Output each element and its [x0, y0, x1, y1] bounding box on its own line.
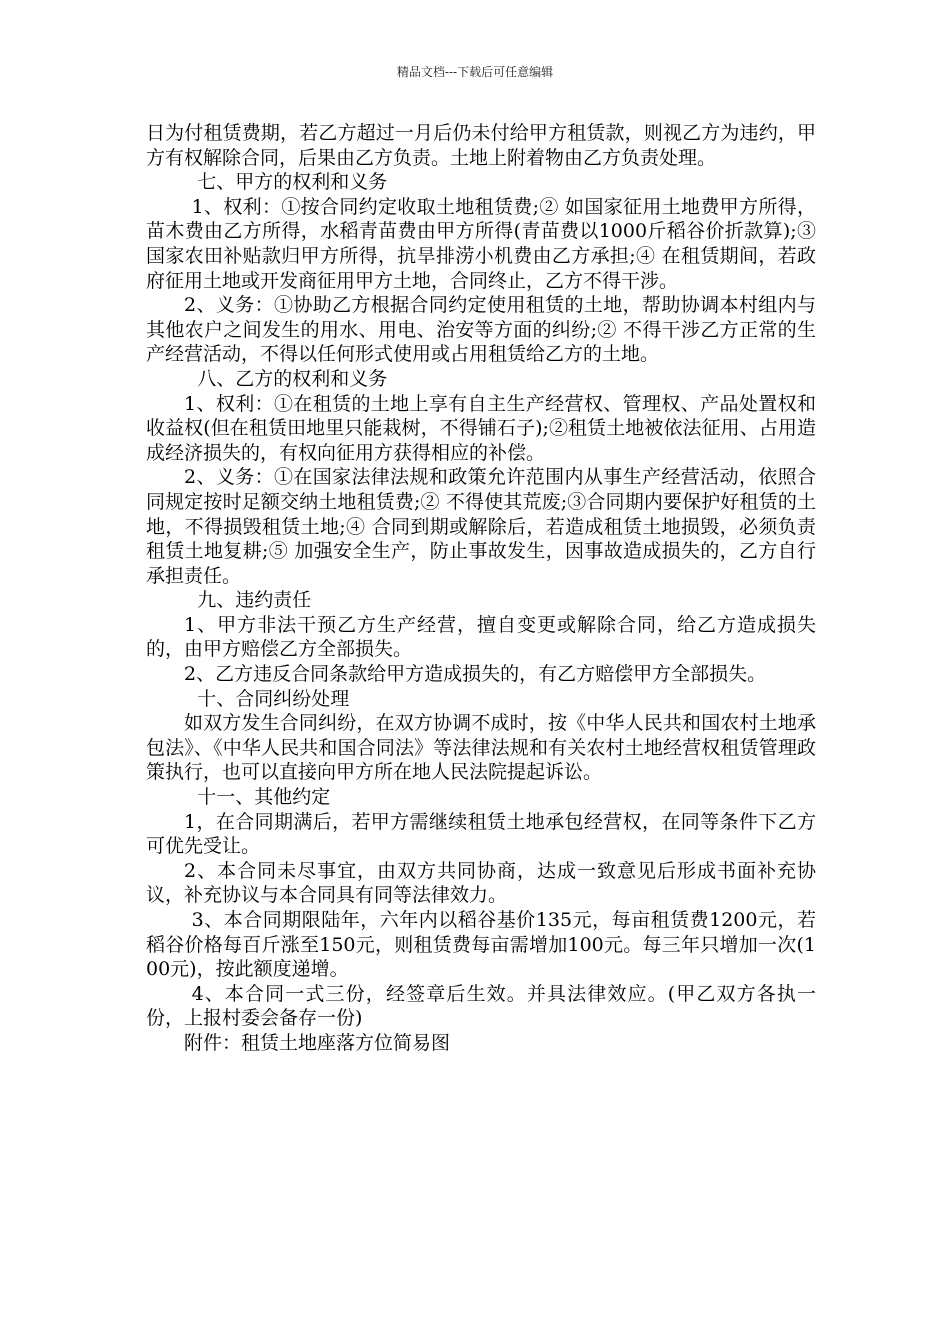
other-clause-2: 2、本合同未尽事宜，由双方共同协商，达成一致意见后形成书面补充协议，补充协议与本合同具有同等法律效力。	[146, 859, 816, 907]
party-b-obligations: 2、义务：①在国家法律法规和政策允许范围内从事生产经营活动，依照合同规定按时足额交纳土地租赁费;② 不得使其荒废;③合同期内要保护好租赁的土地，不得损毁租赁土地;④ 合同到期或解除后，若造成租赁土地损毁，必须负责租赁土地复耕;⑤ 加强安全生产，防止事故发生，因事故造成损失的，乙方自行承担责任。	[146, 466, 816, 587]
other-clause-1: 1，在合同期满后，若甲方需继续租赁土地承包经营权，在同等条件下乙方可优先受让。	[146, 810, 816, 858]
other-clause-3: 3、本合同期限陆年，六年内以稻谷基价135元，每亩租赁费1200元，若稻谷价格每百斤涨至150元，则租赁费每亩需增加100元。每三年只增加一次(100元)，按此额度递增。	[146, 909, 816, 981]
section-heading-10: 十、合同纠纷处理	[197, 687, 350, 710]
attachment-line: 附件：租赁土地座落方位简易图	[184, 1031, 451, 1054]
section-heading-7: 七、甲方的权利和义务	[197, 171, 388, 194]
page-header: 精品文档---下载后可任意编辑	[396, 65, 554, 79]
other-clause-4: 4、本合同一式三份，经签章后生效。并具法律效应。(甲乙双方各执一份，上报村委会备存一份)	[146, 982, 816, 1030]
breach-clause-1: 1、甲方非法干预乙方生产经营，擅自变更或解除合同，给乙方造成损失的，由甲方赔偿乙方全部损失。	[146, 613, 816, 661]
party-a-obligations: 2、义务：①协助乙方根据合同约定使用租赁的土地，帮助协调本村组内与其他农户之间发生的用水、用电、治安等方面的纠纷;② 不得干涉乙方正常的生产经营活动，不得以任何形式使用或占用租赁给乙方的土地。	[146, 294, 816, 366]
section-heading-11: 十一、其他约定	[197, 786, 331, 809]
section-heading-9: 九、违约责任	[197, 589, 312, 612]
document-body	[146, 121, 816, 1056]
breach-clause-2: 2、乙方违反合同条款给甲方造成损失的，有乙方赔偿甲方全部损失。	[184, 663, 767, 686]
paragraph-continuation: 日为付租赁费期，若乙方超过一月后仍未付给甲方租赁款，则视乙方为违约，甲方有权解除合同，后果由乙方负责。土地上附着物由乙方负责处理。	[146, 122, 816, 169]
dispute-resolution: 如双方发生合同纠纷，在双方协调不成时，按《中华人民共和国农村土地承包法》、《中华人民共和国合同法》等法律法规和有关农村土地经营权租赁管理政策执行，也可以直接向甲方所在地人民法院提起诉讼。	[146, 712, 816, 784]
section-heading-8: 八、乙方的权利和义务	[197, 367, 388, 390]
party-a-rights: 1、权利：①按合同约定收取土地租赁费;② 如国家征用土地费甲方所得，苗木费由乙方所得，水稻青苗费由甲方所得(青苗费以1000斤稻谷价折款算);③ 国家农田补贴款归甲方所得，抗旱排涝小机费由乙方承担;④ 在租赁期间，若政府征用土地或开发商征用甲方土地，合同终止，乙方不得干涉。	[146, 195, 816, 292]
party-b-rights: 1、权利：①在租赁的土地上享有自主生产经营权、管理权、产品处置权和收益权(但在租赁田地里只能栽树，不得铺石子);②租赁土地被依法征用、占用造成经济损失的，有权向征用方获得相应的补偿。	[146, 392, 816, 464]
